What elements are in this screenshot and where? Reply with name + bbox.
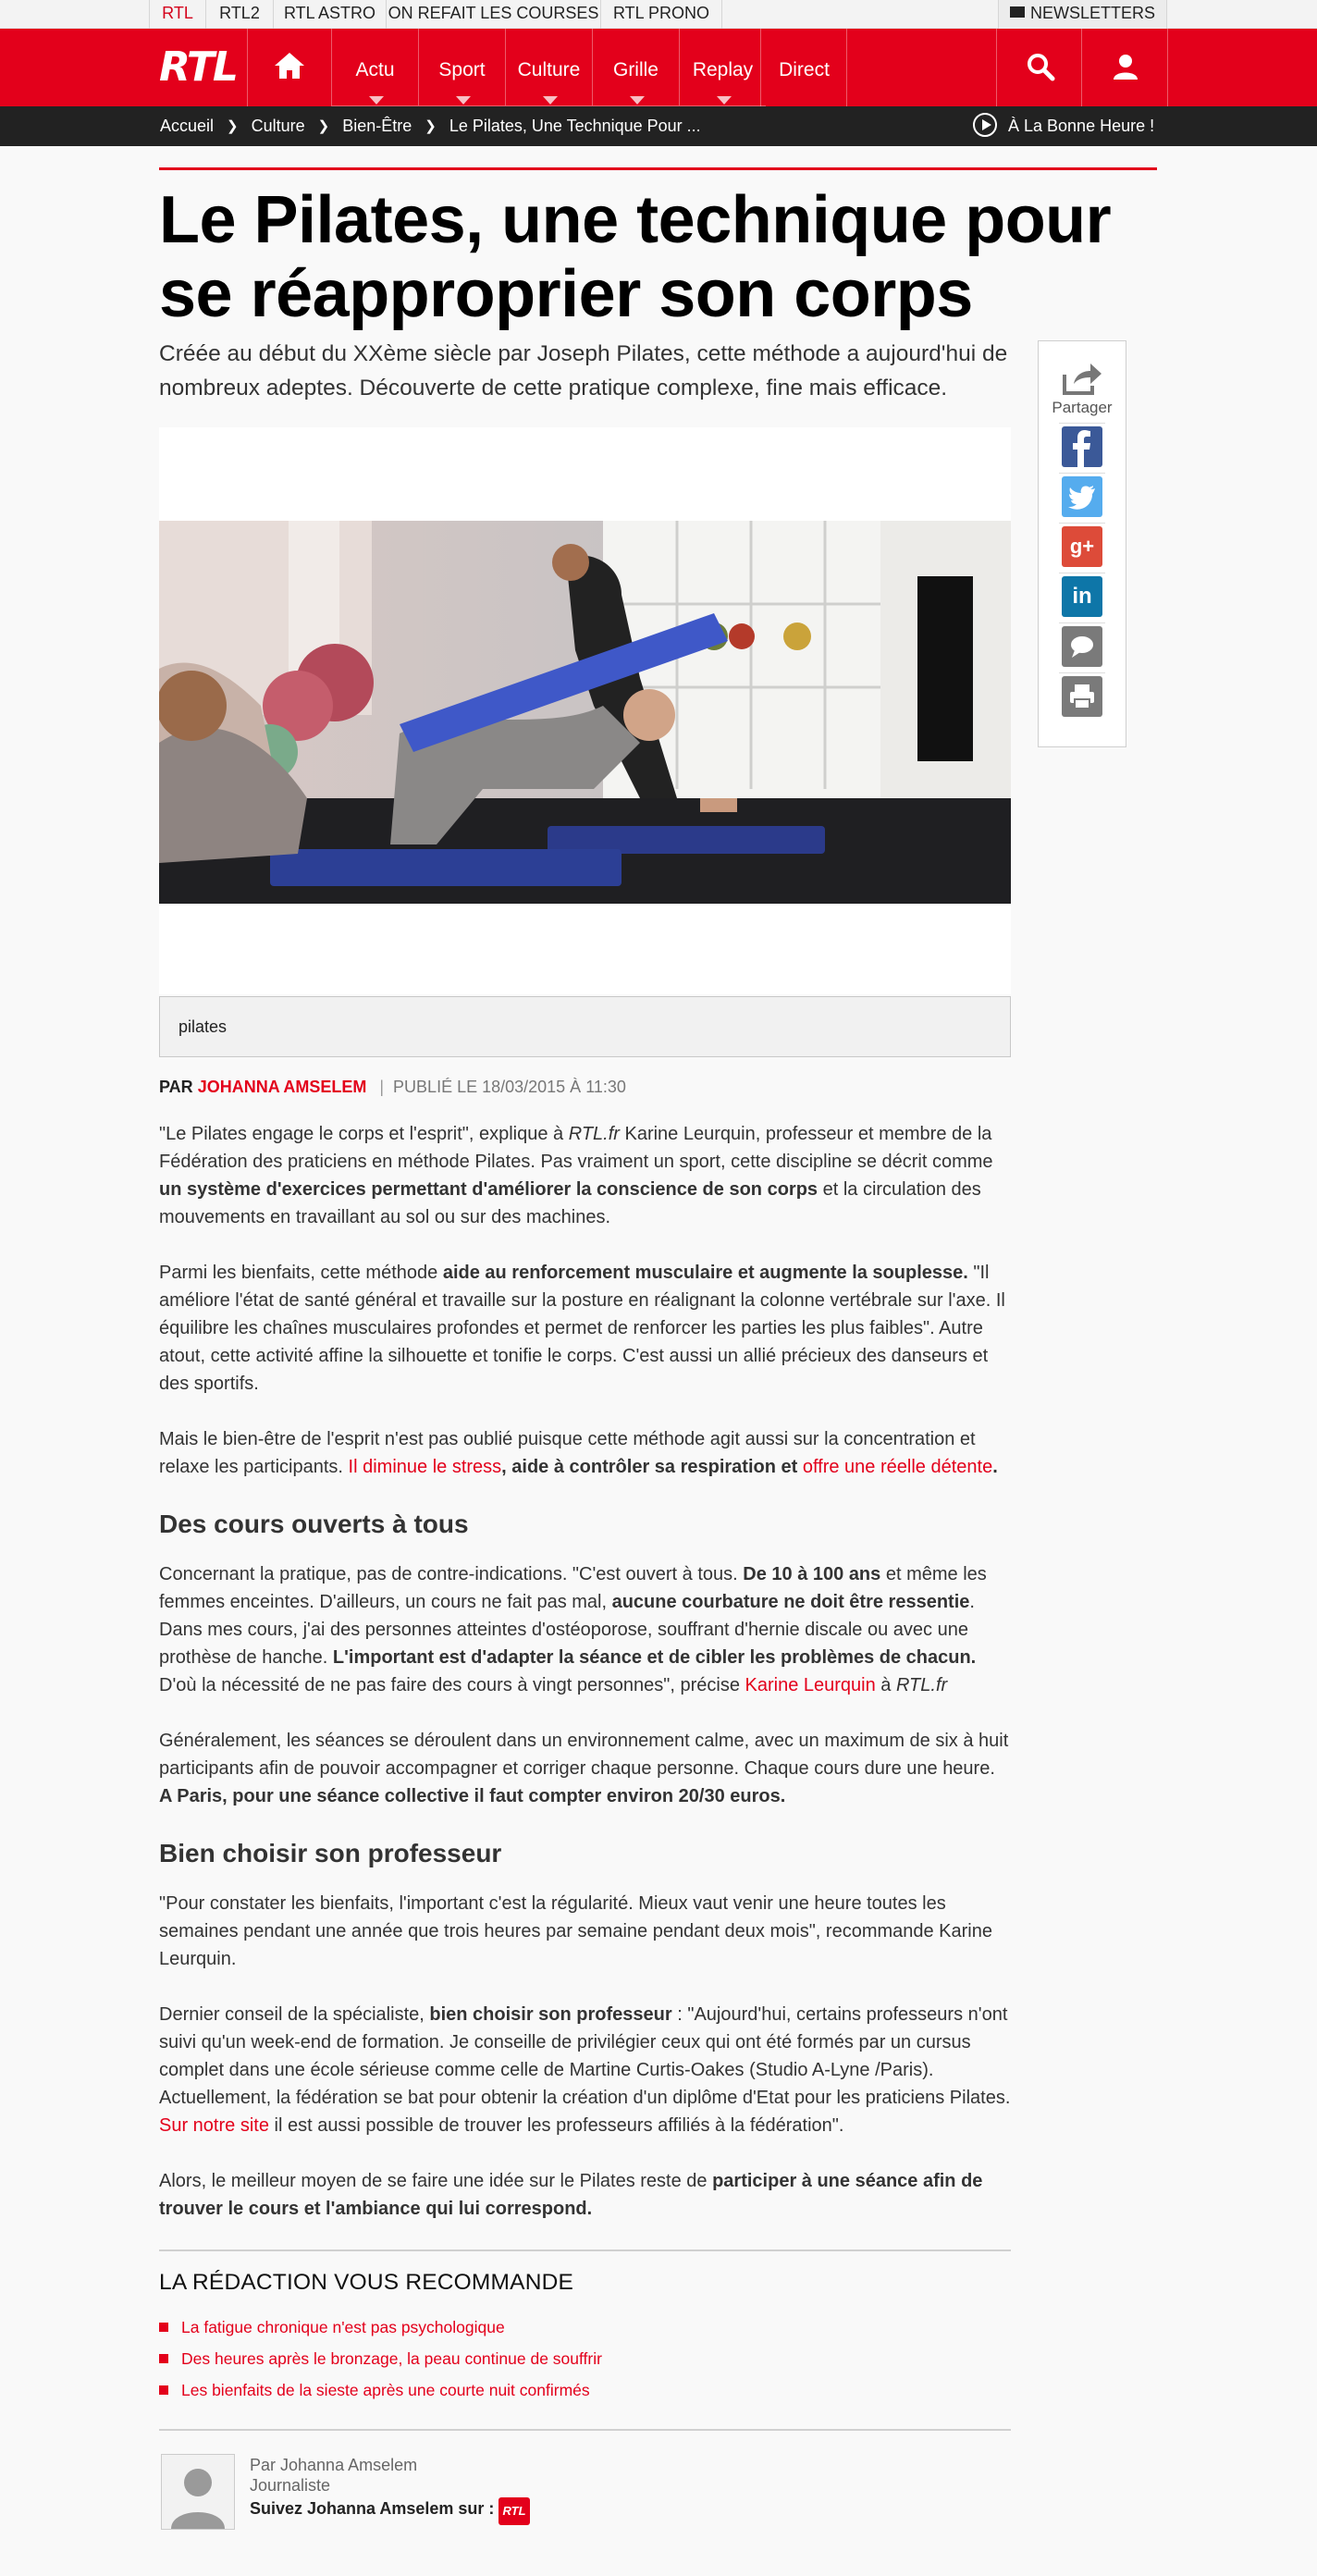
nav-label: Actu [355,59,395,80]
nav-item-culture[interactable] [506,29,592,106]
site-link-rtl-astro[interactable]: RTL ASTRO [274,0,387,29]
nav-item-direct[interactable] [761,29,847,106]
bullet-icon [159,2323,168,2332]
article-body [159,1120,1011,2250]
inline-link[interactable]: Il diminue le stress [348,1457,502,1477]
home-icon [273,51,306,80]
byline-prefix: PAR [159,1078,193,1096]
paragraph: Concernant la pratique, pas de contre-indications. "C'est ouvert à tous. De 10 à 100 ans et même les femmes enceintes. D'ailleurs, un cours ne fait pas mal, aucune courbature ne doit être ressentie. Dans mes cours, j'ai des personnes atteintes d'ostéoporose, souffrant d'hernie discale ou avec une prothèse de hanche. L'important est d'adapter la séance et de cibler les problèmes de chacun. D'où la nécessité de ne pas faire des cours à vingt personnes", précise Karine Leurquin à RTL.fr [159,1564,987,1695]
chevron-right-icon: ❯ [425,118,437,134]
nav-label: Direct [779,59,830,80]
pilates-photo-illustration [159,521,1011,904]
site-link-rtl-prono[interactable]: RTL PRONO [601,0,722,29]
site-link-on-refait-les-courses[interactable]: ON REFAIT LES COURSES [387,0,601,29]
user-icon [1111,52,1140,81]
divider [1059,523,1105,524]
nav-label: Grille [612,59,658,80]
publish-date: PUBLIÉ LE 18/03/2015 À 11:30 [393,1078,626,1096]
divider [1059,622,1105,623]
account-button[interactable] [1082,29,1167,106]
section-heading: Bien choisir son professeur [159,1839,502,1867]
play-icon [973,113,997,137]
paragraph: Parmi les bienfaits, cette méthode aide au renforcement musculaire et augmente la souplesse. "Il améliore l'état de santé général et travaille sur la posture en réalignant la colonne vertébrale sur l'axe. Il équilibre les chaînes musculaires profondes et permet de renforcer les parties les plus faibles". Autre atout, cette activité affine la silhouette et tonifie le corps. C'est aussi un allié précieux des danseurs et des sportifs. [159,1263,1005,1394]
google-plus-icon: g+ [1069,535,1095,558]
inline-link[interactable]: offre une réelle détente [802,1457,993,1477]
inline-link[interactable]: Sur notre site [159,2115,269,2136]
author-link[interactable]: JOHANNA AMSELEM [197,1078,367,1096]
comment-icon [1062,626,1102,667]
nav-label: Replay [692,59,754,80]
breadcrumb-bar [0,106,1317,146]
recommend-heading: LA RÉDACTION VOUS RECOMMANDE [159,2270,574,2295]
breadcrumb [160,106,701,146]
recommend-link-label: La fatigue chronique n'est pas psychologique [181,2318,505,2336]
recommend-list [159,2315,602,2410]
home-button[interactable] [248,29,331,106]
article-lead: Créée au début du XXème siècle par Joseph Pilates, cette méthode a aujourd'hui de nombreux adeptes. Découverte de cette pratique complexe, fine mais efficace. [159,341,1008,401]
avatar[interactable] [161,2454,235,2530]
recommend-link[interactable] [159,2347,602,2378]
author-role: Journaliste [250,2476,331,2495]
twitter-share-button[interactable] [1062,476,1102,517]
recommend-link-label: Des heures après le bronzage, la peau continue de souffrir [181,2349,602,2368]
live-show-label: À La Bonne Heure ! [1008,117,1155,135]
bullet-icon [159,2354,168,2363]
paragraph: Mais le bien-être de l'esprit n'est pas oublié puisque cette méthode agit aussi sur la concentration et relaxe les participants. Il diminue le stress, aide à contrôler sa respiration et offre une réelle détente. [159,1429,998,1477]
header-divider [846,29,847,106]
header-divider [1167,29,1168,106]
nav-label: Sport [438,59,486,80]
paragraph: "Le Pilates engage le corps et l'esprit", explique à RTL.fr Karine Leurquin, professeur et membre de la Fédération des praticiens en méthode Pilates. Pas vraiment un sport, cette discipline se décrit comme un système d'exercices permettant d'améliorer la conscience de son corps et la circulation des mouvements en travaillant au sol ou sur des machines. [159,1124,993,1227]
image-caption: pilates [159,996,1011,1057]
print-icon [1062,676,1102,717]
divider [1059,423,1105,424]
section-heading: Des cours ouverts à tous [159,1510,469,1538]
inline-link[interactable]: Karine Leurquin [745,1675,876,1695]
divider [1059,672,1105,673]
nav-item-replay[interactable] [680,29,766,106]
linkedin-share-button[interactable] [1062,576,1102,617]
page-title: Le Pilates, une technique pour se réapproprier son corps [159,183,1112,331]
newsletters-button[interactable] [998,0,1167,29]
section-divider [159,2429,1011,2431]
breadcrumb-item[interactable]: Bien-Être [342,117,412,135]
share-label: Partager [1052,399,1113,416]
facebook-icon [1062,426,1102,467]
site-link-rtl[interactable]: RTL [149,0,206,29]
nav-item-actu[interactable] [332,29,418,106]
article-photo[interactable] [159,521,1011,904]
search-button[interactable] [997,29,1082,106]
nav-label: Culture [517,59,581,80]
paragraph: Alors, le meilleur moyen de se faire une idée sur le Pilates reste de participer à une séance afin de trouver le cours et l'ambiance qui lui correspond. [159,2171,983,2219]
byline [159,1078,626,1097]
person-placeholder-icon [162,2455,234,2529]
chevron-down-icon [717,96,732,105]
breadcrumb-item[interactable]: Culture [251,117,305,135]
author-name[interactable]: Par Johanna Amselem [250,2456,418,2474]
paragraph: "Pour constater les bienfaits, l'important c'est la régularité. Mieux vaut venir une heure toutes les semaines pendant une année que trois heures par semaine pendant deux mois", recommande Karine Leurquin. [159,1893,992,1969]
twitter-icon [1062,476,1102,517]
print-button[interactable] [1062,676,1102,717]
google-plus-share-button[interactable] [1062,526,1102,567]
author-follow-label: Suivez Johanna Amselem sur : [250,2499,495,2518]
bullet-icon [159,2385,168,2395]
paragraph: Dernier conseil de la spécialiste, bien choisir son professeur : "Aujourd'hui, certains professeurs n'ont suivi qu'un week-end de formation. Je conseille de privilégier ceux qui ont été formés par un cursus complet dans une école sérieuse comme celle de Martine Curtis-Oakes (Studio A-Lyne /Paris). Actuellement, la fédération se bat pour obtenir la création d'un diplôme d'Etat pour les praticiens Pilates. Sur notre site il est aussi possible de trouver les professeurs affiliés à la fédération". [159,2004,1011,2136]
envelope-icon [1010,6,1025,18]
chevron-down-icon [456,96,471,105]
divider [1059,473,1105,474]
chevron-down-icon [630,96,645,105]
rtl-follow-badge[interactable]: RTL [498,2497,530,2525]
chevron-right-icon: ❯ [227,118,239,134]
article-image-frame [159,427,1011,994]
byline-separator: | [379,1078,385,1096]
site-link-rtl2[interactable]: RTL2 [206,0,274,29]
live-show-link[interactable] [973,106,1154,146]
facebook-share-button[interactable] [1062,426,1102,467]
nav-item-grille[interactable] [593,29,679,106]
chevron-down-icon [543,96,558,105]
search-icon [1026,52,1055,81]
title-rule [159,167,1157,170]
section-divider [159,2249,1011,2251]
network-bar [0,0,1317,29]
chevron-down-icon [369,96,384,105]
recommend-link[interactable] [159,2315,602,2347]
recommend-link-label: Les bienfaits de la sieste après une courte nuit confirmés [181,2381,590,2399]
rtl-logo[interactable]: RTL [159,43,237,91]
main-header [0,29,1317,106]
share-sidebar [1038,340,1126,747]
linkedin-icon: in [1072,584,1092,609]
chevron-right-icon: ❯ [317,118,330,134]
breadcrumb-current: Le Pilates, Une Technique Pour ... [449,117,701,135]
breadcrumb-item[interactable]: Accueil [160,117,215,135]
recommend-link[interactable] [159,2378,602,2410]
newsletters-label: NEWSLETTERS [1029,4,1156,22]
paragraph: Généralement, les séances se déroulent dans un environnement calme, avec un maximum de six à huit participants afin de pouvoir accompagner et corriger chaque personne. Chaque cours dure une heure. A Paris, pour une séance collective il faut compter environ 20/30 euros. [159,1731,1009,1806]
share-icon [1061,360,1103,397]
comment-button[interactable] [1062,626,1102,667]
nav-item-sport[interactable] [419,29,505,106]
